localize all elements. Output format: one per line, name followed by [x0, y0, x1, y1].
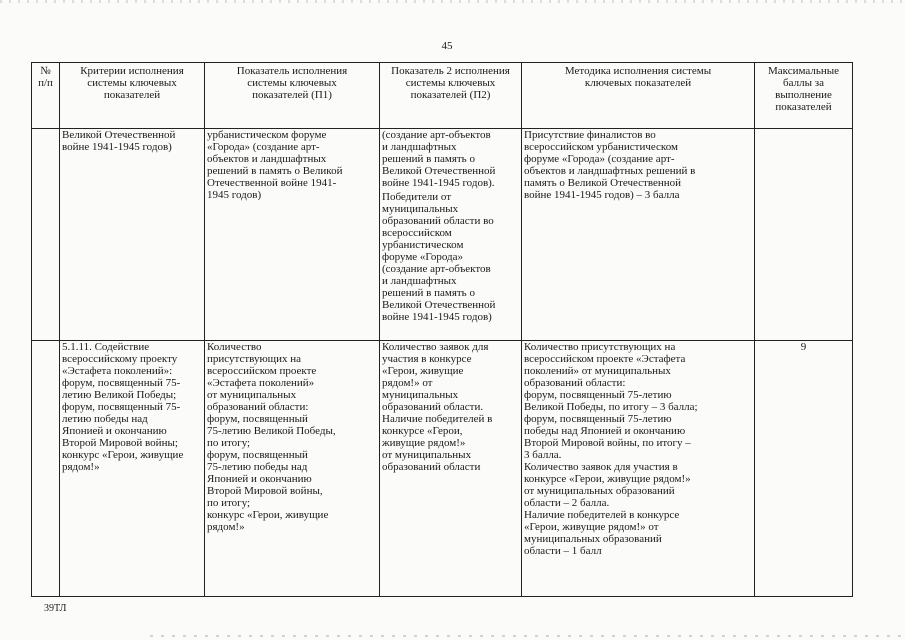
indicator-p2-text-b: Победители от муниципальных образований области во всероссийском урбанистическом форуме «Города» (создание арт-объектов и ландшафтных решений в память о Великой Отечественной войне 1941-1945 годов) [382, 191, 496, 323]
method-cell: Количество присутствующих на всероссийском проекте «Эстафета поколений» от муниципальных образований области: форум, посвященный 75-летию Великой Победы, по итогу – 3 балла; форум, посвященный 75-летию победы над Японией и окончанию Второй Мировой войны, по итогу – 3 балла. Количество заявок для участия в конкурсе «Герои, живущие рядом!» от муниципальных образований области – 2 балла. Наличие победителей в конкурсе «Герои, живущие рядом!» от муниципальных образований области – 1 балл [522, 341, 755, 597]
row-number-cell [32, 129, 60, 341]
header-criteria: Критерии исполнения системы ключевых показателей [60, 63, 205, 129]
indicator-p1-cell: урбанистическом форуме «Города» (создание арт- объектов и ландшафтных решений в память о Великой Отечественной войне 1941- 1945 годов) [205, 129, 380, 341]
key-indicators-table [31, 62, 853, 597]
criteria-cell: 5.1.11. Содействие всероссийскому проекту «Эстафета поколений»: форум, посвященный 75- летию Великой Победы; форум, посвященный 75- летию победы над Японией и окончанию Второй Мировой войны; конкурс «Герои, живущие рядом!» [60, 341, 205, 597]
table-row [32, 341, 853, 597]
scan-artifact-top [0, 0, 905, 3]
header-indicator-p2: Показатель 2 исполнения системы ключевых показателей (П2) [380, 63, 522, 129]
header-method: Методика исполнения системы ключевых показателей [522, 63, 755, 129]
indicator-p2-cell [380, 129, 522, 341]
criteria-cell: Великой Отечественной войне 1941-1945 годов) [60, 129, 205, 341]
method-cell: Присутствие финалистов во всероссийском урбанистическом форуме «Города» (создание арт- объектов и ландшафтных решений в память о Великой Отечественной войне 1941-1945 годов) – 3 балла [522, 129, 755, 341]
max-points-cell: 9 [755, 341, 853, 597]
page-number: 45 [441, 40, 453, 52]
document-code: 39ТЛ [44, 603, 67, 614]
header-number: № п/п [32, 63, 60, 129]
indicator-p1-cell: Количество присутствующих на всероссийском проекте «Эстафета поколений» от муниципальных образований области: форум, посвященный 75-летию Великой Победы, по итогу; форум, посвященный 75-летию победы над Японией и окончанию Второй Мировой войны, по итогу; конкурс «Герои, живущие рядом!» [205, 341, 380, 597]
indicator-p2-text-a: (создание арт-объектов и ландшафтных решений в память о Великой Отечественной войне 1941-1945 годов). [382, 129, 496, 189]
indicator-p2-cell: Количество заявок для участия в конкурсе «Герои, живущие рядом!» от муниципальных образований области. Наличие победителей в конкурсе «Герои, живущие рядом!» от муниципальных образований области [380, 341, 522, 597]
header-indicator-p1: Показатель исполнения системы ключевых показателей (П1) [205, 63, 380, 129]
header-max-points: Максимальные баллы за выполнение показателей [755, 63, 853, 129]
scan-artifact-bottom [150, 635, 905, 637]
row-number-cell [32, 341, 60, 597]
max-points-cell [755, 129, 853, 341]
table-row [32, 129, 853, 341]
table-header-row [32, 63, 853, 129]
